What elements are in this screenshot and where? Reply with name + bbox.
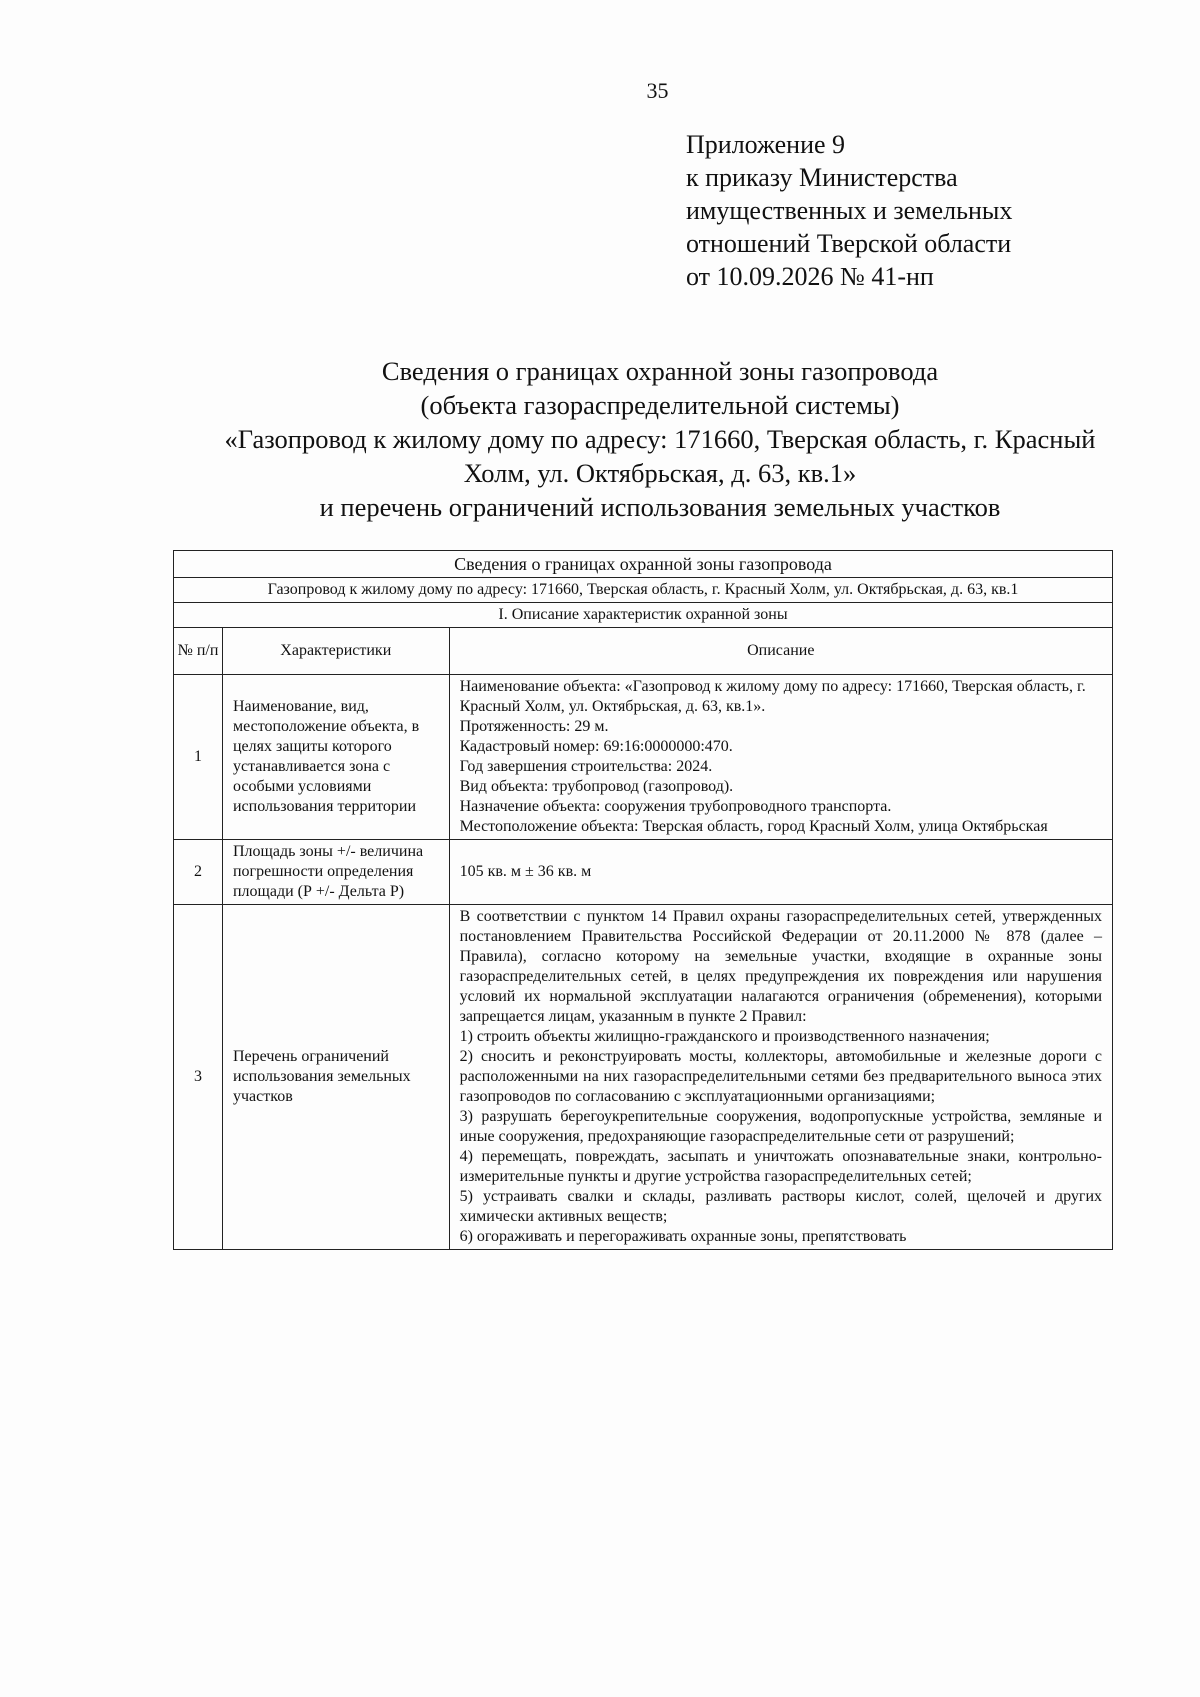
appendix-line: от 10.09.2026 № 41-нп bbox=[686, 262, 934, 291]
appendix-line: к приказу Министерства bbox=[686, 163, 958, 192]
description-line: 4) перемещать, повреждать, засыпать и уничтожать опознавательные знаки, контрольно-измерительные пункты и другие устройства газораспределительных сетей; bbox=[459, 1148, 1102, 1185]
description-line: Местоположение объекта: Тверская область, город Красный Холм, улица Октябрьская bbox=[459, 818, 1048, 835]
column-header-characteristics: Характеристики bbox=[222, 628, 449, 675]
table-header-row bbox=[174, 551, 1113, 578]
object-name: Газопровод к жилому дому по адресу: 171660, Тверская область, г. Красный Холм, ул. Октябрьская, д. 63, кв.1 bbox=[174, 578, 1113, 603]
column-header-num: № п/п bbox=[174, 628, 223, 675]
row-number: 1 bbox=[174, 675, 223, 840]
table-header: Сведения о границах охранной зоны газопровода bbox=[174, 551, 1113, 578]
section-row bbox=[174, 603, 1113, 628]
row-number: 3 bbox=[174, 905, 223, 1250]
appendix-reference bbox=[686, 128, 1012, 293]
description-line: 105 кв. м ± 36 кв. м bbox=[459, 863, 592, 880]
description-line: 6) огораживать и перегораживать охранные зоны, препятствовать bbox=[459, 1228, 907, 1245]
title-line: (объекта газораспределительной системы) bbox=[420, 390, 900, 420]
row-characteristic: Перечень ограничений использования земельных участков bbox=[222, 905, 449, 1250]
description-line: Кадастровый номер: 69:16:0000000:470. bbox=[459, 738, 733, 755]
description-line: 5) устраивать свалки и склады, разливать растворы кислот, солей, щелочей и других химически активных веществ; bbox=[459, 1188, 1102, 1225]
appendix-line: Приложение 9 bbox=[686, 130, 846, 159]
zone-info-table bbox=[173, 550, 1113, 1250]
description-line: 1) строить объекты жилищно-гражданского и производственного назначения; bbox=[459, 1028, 990, 1045]
column-header-row bbox=[174, 628, 1113, 675]
appendix-line: имущественных и земельных bbox=[686, 196, 1013, 225]
column-header-description: Описание bbox=[449, 628, 1112, 675]
description-line: Наименование объекта: «Газопровод к жилому дому по адресу: 171660, Тверская область, г. Красный Холм, ул. Октябрьская, д. 63, кв.1». bbox=[459, 678, 1086, 715]
title-line: «Газопровод к жилому дому по адресу: 171660, Тверская область, г. Красный bbox=[224, 424, 1096, 454]
table-row bbox=[174, 905, 1113, 1250]
section-title: I. Описание характеристик охранной зоны bbox=[174, 603, 1113, 628]
appendix-line: отношений Тверской области bbox=[686, 229, 1012, 258]
description-line: В соответствии с пунктом 14 Правил охраны газораспределительных сетей, утвержденных постановлением Правительства Российской Федерации от 20.11.2000 № 878 (далее – Правила), согласно которому на земельные участки, входящие в охранные зоны газораспределительных сетей, в целях предупреждения их повреждения или нарушения условий их нормальной эксплуатации налагаются ограничения (обременения), которыми запрещается лицам, указанным в пункте 2 Правил: bbox=[459, 908, 1102, 1025]
description-line: Назначение объекта: сооружения трубопроводного транспорта. bbox=[459, 798, 892, 815]
title-line: Холм, ул. Октябрьская, д. 63, кв.1» bbox=[463, 458, 857, 488]
table-row bbox=[174, 675, 1113, 840]
description-line: Вид объекта: трубопровод (газопровод). bbox=[459, 778, 734, 795]
description-line: 3) разрушать берегоукрепительные сооружения, водопропускные устройства, земляные и иные сооружения, предохраняющие газораспределительные сети от разрушений; bbox=[459, 1108, 1102, 1145]
row-characteristic: Площадь зоны +/- величина погрешности определения площади (Р +/- Дельта Р) bbox=[222, 840, 449, 905]
row-characteristic: Наименование, вид, местоположение объекта, в целях защиты которого устанавливается зона с особыми условиями использования территории bbox=[222, 675, 449, 840]
page-number: 35 bbox=[646, 78, 669, 103]
title-line: и перечень ограничений использования земельных участков bbox=[319, 492, 1001, 522]
object-name-row bbox=[174, 578, 1113, 603]
row-description bbox=[449, 675, 1112, 840]
description-line: Год завершения строительства: 2024. bbox=[459, 758, 713, 775]
row-description bbox=[449, 840, 1112, 905]
title-line: Сведения о границах охранной зоны газопровода bbox=[381, 356, 939, 386]
row-description bbox=[449, 905, 1112, 1250]
description-line: Протяженность: 29 м. bbox=[459, 718, 609, 735]
document-title bbox=[160, 354, 1160, 524]
table-row bbox=[174, 840, 1113, 905]
row-number: 2 bbox=[174, 840, 223, 905]
description-line: 2) сносить и реконструировать мосты, коллекторы, автомобильные и железные дороги с расположенными на них газораспределительными сетями без предварительного выноса этих газопроводов по согласованию с эксплуатационными организациями; bbox=[459, 1048, 1102, 1105]
